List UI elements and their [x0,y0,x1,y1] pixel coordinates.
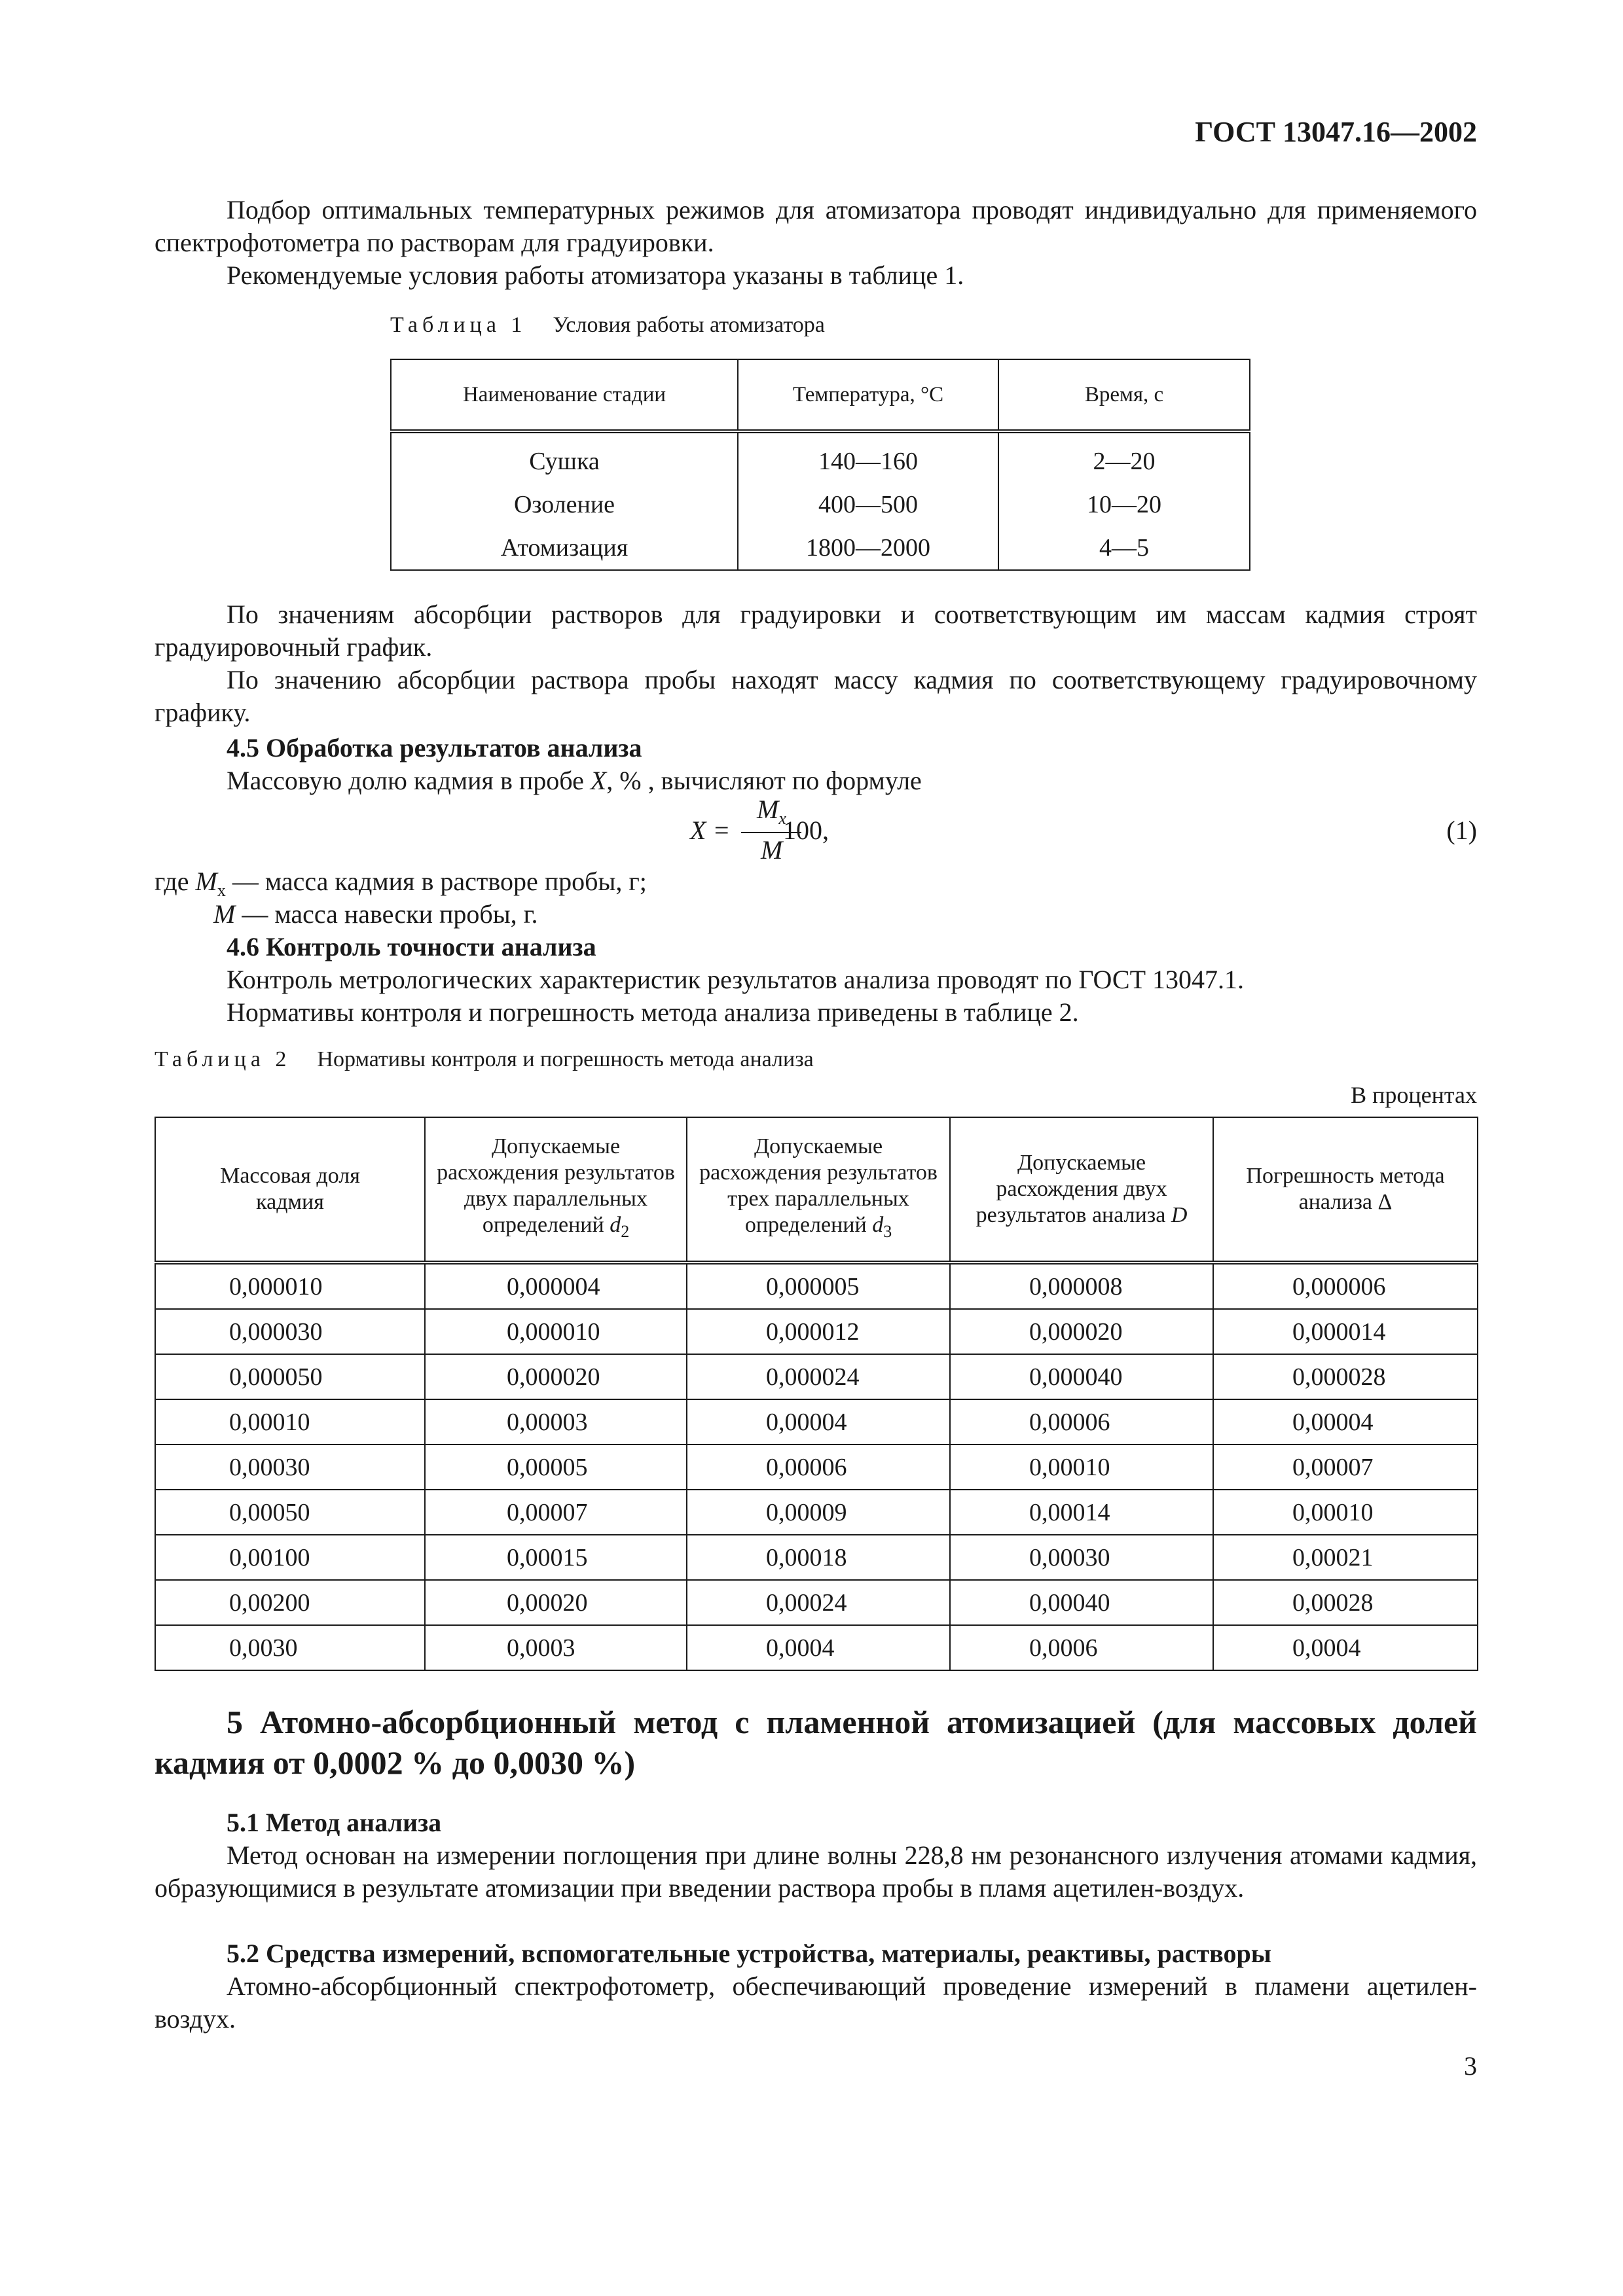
table2-cell: 0,000012 [687,1309,950,1354]
table2-cell: 0,000020 [950,1309,1213,1354]
table2-header-delta-text: Погрешность метода анализа Δ [1246,1164,1445,1214]
table2-cell: 0,000020 [425,1354,687,1399]
table2-row [155,1580,1478,1625]
table1-cell: Озоление [391,483,738,526]
table1-cell: 10—20 [998,483,1250,526]
document-page [155,0,1477,2296]
table2-row [155,1354,1478,1399]
table1-cell: 140—160 [738,431,998,483]
table2-cell: 0,000040 [950,1354,1213,1399]
section-4-5-text [155,764,1477,797]
table2-header-D [950,1117,1213,1263]
table2-row [155,1399,1478,1444]
section-5-2-heading: 5.2 Средства измерений, вспомогательные устройства, материалы, реактивы, растворы [227,1939,1271,1968]
table2-title: Нормативы контроля и погрешность метода анализа [317,1047,814,1071]
table2-cell: 0,00030 [950,1535,1213,1580]
table2-cell: 0,000028 [1213,1354,1478,1399]
table2-cell: 0,000024 [687,1354,950,1399]
table2-cell: 0,00050 [155,1490,425,1535]
formula-where-1: где $M_x$ — масса кадмия в растворе пробы, г; [155,867,647,900]
table2-cell: 0,00007 [425,1490,687,1535]
formula-where-2: M — масса навески пробы, г. [213,899,538,929]
table1-header-time: Время, с [998,359,1250,431]
table2-cell: 0,00030 [155,1444,425,1490]
formula-numerator: $M_x$ [757,795,786,828]
table2-cell: 0,0006 [950,1625,1213,1670]
table2-caption [155,1047,814,1072]
table2-cell: 0,00009 [687,1490,950,1535]
formula-number: (1) [1446,816,1477,845]
section-5-2-text: Атомно-абсорбционный спектрофотометр, обеспечивающий проведение измерений в пламени ацетилен-воздух. [155,1971,1477,2034]
table1-cell: 400—500 [738,483,998,526]
table1-cell: 1800—2000 [738,526,998,570]
table2-cell: 0,00021 [1213,1535,1478,1580]
table2-cell: 0,00020 [425,1580,687,1625]
table2-cell: 0,0030 [155,1625,425,1670]
table2-cell: 0,00003 [425,1399,687,1444]
table2-units: В процентах [1351,1082,1477,1108]
table2-cell: 0,00100 [155,1535,425,1580]
table2-cell: 0,00024 [687,1580,950,1625]
page-number: 3 [1464,2051,1477,2081]
section-5-1-heading: 5.1 Метод анализа [227,1808,442,1837]
table2-header-mass-fraction-text: Массовая доля кадмия [220,1164,360,1214]
table2-cell: 0,00006 [687,1444,950,1490]
table2-cell: 0,00010 [950,1444,1213,1490]
table2-cell: 0,00005 [425,1444,687,1490]
table2 [155,1117,1478,1671]
section-4-6-paragraph-1: Контроль метрологических характеристик результатов анализа проводят по ГОСТ 13047.1. [227,965,1245,994]
table2-cell: 0,000005 [687,1263,950,1309]
table1-cell: Сушка [391,431,738,483]
table2-row [155,1263,1478,1309]
table2-row [155,1625,1478,1670]
section-4-6-paragraph-2: Нормативы контроля и погрешность метода анализа приведены в таблице 2. [227,997,1079,1027]
table2-header-D-text: Допускаемые расхождения двух результатов анализа D [976,1151,1188,1227]
formula-denominator: M [761,835,783,865]
table2-cell: 0,00015 [425,1535,687,1580]
table2-cell: 0,00040 [950,1580,1213,1625]
table2-cell: 0,000004 [425,1263,687,1309]
table2-cell: 0,00028 [1213,1580,1478,1625]
table2-header-d2-text: Допускаемые расхождения результатов двух параллельных определений $d_2$ [437,1134,675,1241]
table1-label: Таблица 1 [390,313,527,337]
section-4-5-heading: 4.5 Обработка результатов анализа [227,733,642,762]
table1-cell: Атомизация [391,526,738,570]
table2-header-d3-text: Допускаемые расхождения результатов трех параллельных определений $d_3$ [699,1134,938,1241]
table2-cell: 0,00007 [1213,1444,1478,1490]
table2-cell: 0,0003 [425,1625,687,1670]
intro-paragraph-2: Рекомендуемые условия работы атомизатора указаны в таблице 1. [227,260,964,290]
table2-cell: 0,00004 [1213,1399,1478,1444]
table2-row [155,1309,1478,1354]
table2-header-mass-fraction [155,1117,425,1263]
section-5-title: 5 Атомно-абсорбционный метод с пламенной атомизацией (для массовых долей кадмия от 0,0002 % до 0,0030 %) [155,1704,1477,1781]
table1-row [391,483,1250,526]
table1-caption [390,313,825,338]
table2-cell: 0,00006 [950,1399,1213,1444]
table1-title: Условия работы атомизатора [553,313,825,337]
table2-row [155,1490,1478,1535]
intro-paragraph-1: Подбор оптимальных температурных режимов для атомизатора проводят индивидуально для применяемого спектрофотометра по растворам для градуировки. [155,195,1477,257]
table2-label: Таблица 2 [155,1047,291,1071]
table2-header-delta [1213,1117,1478,1263]
calibration-paragraph-1: По значениям абсорбции растворов для градуировки и соответствующим им массам кадмия строят градуировочный график. [155,600,1477,662]
table1-cell: 2—20 [998,431,1250,483]
table2-cell: 0,0004 [1213,1625,1478,1670]
table2-header-d2 [425,1117,687,1263]
table2-cell: 0,00010 [1213,1490,1478,1535]
table2-row [155,1535,1478,1580]
table2-cell: 0,00200 [155,1580,425,1625]
table1-cell: 4—5 [998,526,1250,570]
table2-row [155,1444,1478,1490]
table2-cell: 0,000006 [1213,1263,1478,1309]
table2-cell: 0,0004 [687,1625,950,1670]
table2-cell: 0,000050 [155,1354,425,1399]
calibration-paragraph-2: По значению абсорбции раствора пробы находят массу кадмия по соответствующему градуировочному графику. [155,665,1477,727]
section-4-6-heading: 4.6 Контроль точности анализа [227,932,596,961]
section-4-5-text-content: Массовую долю кадмия в пробе X, % , вычисляют по формуле [227,766,922,795]
table1 [390,359,1250,571]
table2-cell: 0,000014 [1213,1309,1478,1354]
formula-tail: 100, [783,816,829,845]
table1-row [391,526,1250,570]
section-5-1-text: Метод основан на измерении поглощения при длине волны 228,8 нм резонансного излучения атомами кадмия, образующимися в результате атомизации при введении раствора пробы в пламя ацетилен-воздух. [155,1840,1477,1903]
table2-cell: 0,00018 [687,1535,950,1580]
table1-header-temperature: Температура, °С [738,359,998,431]
table1-header-stage: Наименование стадии [391,359,738,431]
table2-cell: 0,000030 [155,1309,425,1354]
table2-header-d3 [687,1117,950,1263]
table2-cell: 0,000010 [425,1309,687,1354]
table2-cell: 0,000008 [950,1263,1213,1309]
table2-cell: 0,00010 [155,1399,425,1444]
table2-cell: 0,000010 [155,1263,425,1309]
table2-cell: 0,00014 [950,1490,1213,1535]
table2-cell: 0,00004 [687,1399,950,1444]
document-code: ГОСТ 13047.16—2002 [1195,116,1477,148]
table1-row [391,431,1250,483]
formula-lhs: X = [690,816,731,845]
